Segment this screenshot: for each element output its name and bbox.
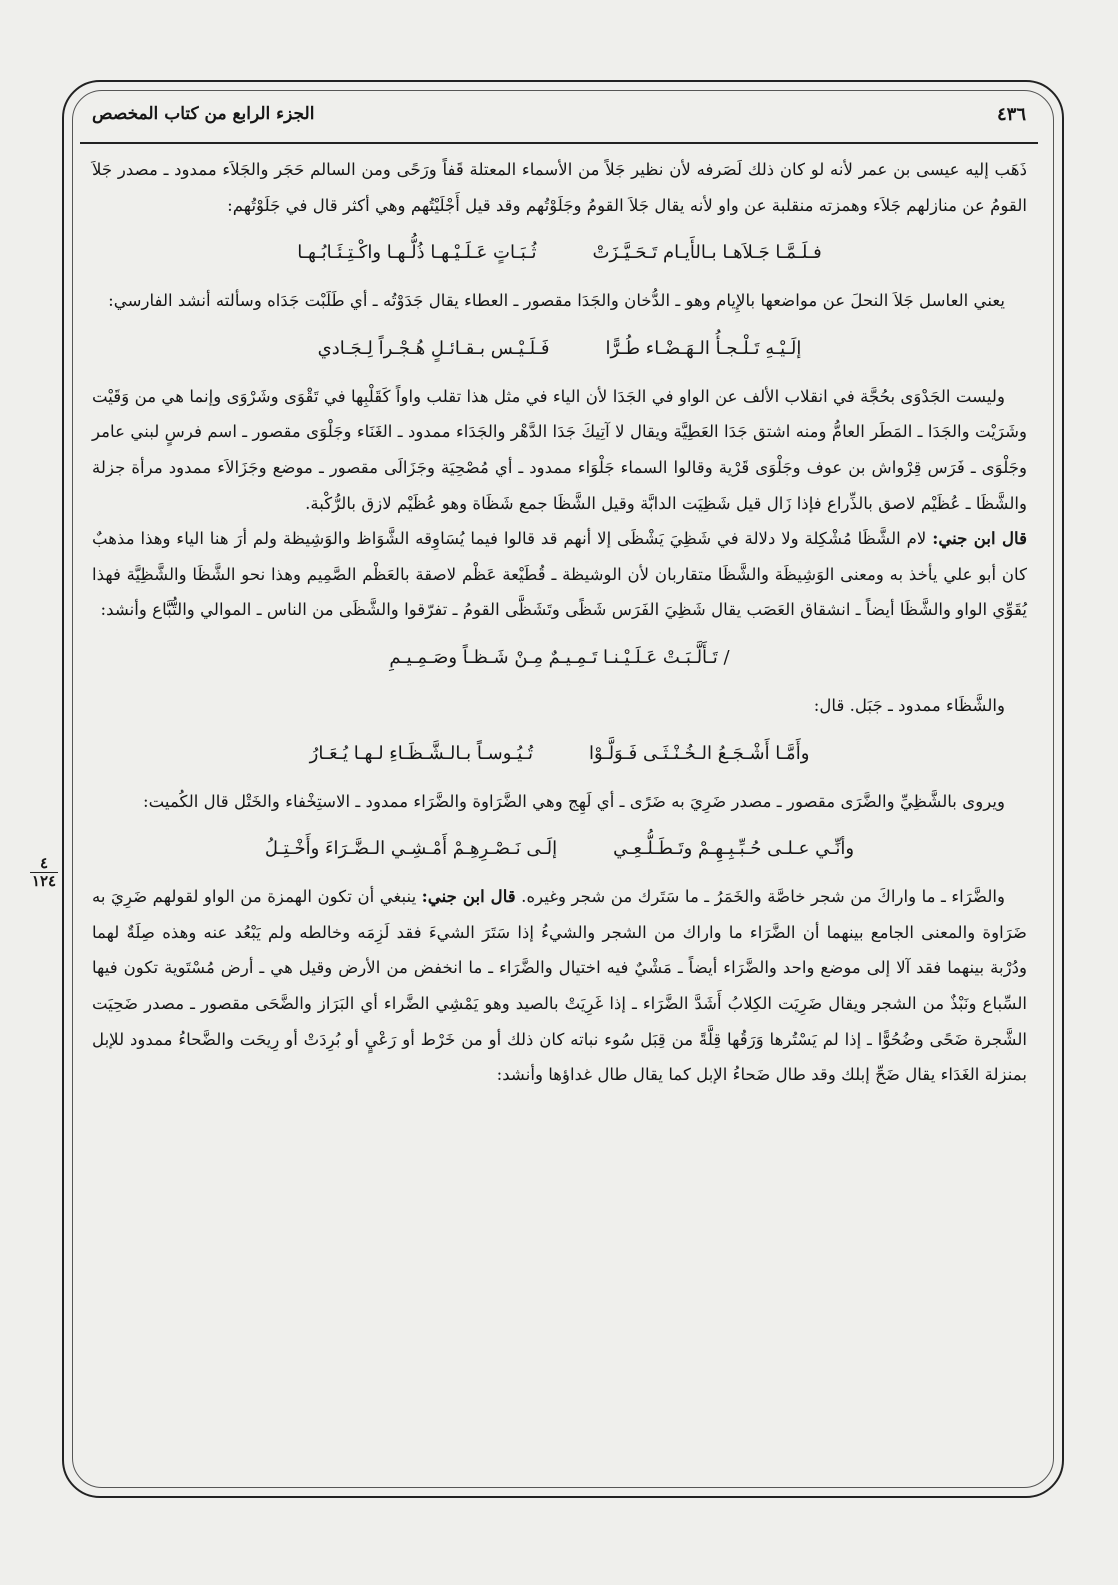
running-title: الجزء الرابع من كتاب المخصص bbox=[92, 104, 315, 124]
verse-5 bbox=[92, 819, 1027, 879]
page-number: ٤٣٦ bbox=[996, 103, 1026, 125]
verse-5-first-hemistich: وأنِّـي عـلـى حُـبِّـبِـهِـمْ وتَـطَـلُّـعِـي bbox=[613, 838, 855, 860]
paragraph-2: يعني العاسل جَلاَ النحلَ عن مواضعها بالإِيام وهو ـ الدُّخان والجَدَا مقصور ـ العطاء يقال جَدَوْتُه ـ أي طَلَبْت جَدَاه وسألته أنشد الفارسي: bbox=[108, 291, 1005, 311]
paragraph-4-text: لام الشَّظَا مُشْكِلة ولا دلالة في شَظِيَ يَشْظَى إلا أنهم قد قالوا فيما يُسَاوِقه الشَّوَاظ والوَشِيظة ولم أرَ هنا الياء وهذا مذهبٌ كان أبو علي يأخذ به ومعنى الوَشِيظَة والشَّظَا متقاربان لأن الوشيظة ـ قُطَيْعة عَظْم لاصقة بالعَظْم الصَّمِيم وهذا نحو الشَّظَا والشَّظِيَّة فهذا يُقَوِّي الواو والشَّظَا أيضاً ـ انشقاق العَصَب يقال شَظِيَ الفَرَس شَظًى وتَشَظَّى القومُ ـ تفرّقوا والشَّظَى من الناس ـ الموالي والتُّبَّاع وأنشد: bbox=[92, 529, 1027, 620]
verse-2 bbox=[92, 319, 1027, 379]
verse-4-first-hemistich: وأَمَّـا أَشْـجَـعُ الـخُـنْـثَـى فَـوَلَّـوْا bbox=[589, 742, 810, 764]
verse-2-second-hemistich: فَـلَـيْـس بـقـائـلٍ هُـجْـراً لِـجَـادي bbox=[317, 337, 550, 359]
margin-page-marker bbox=[30, 855, 58, 890]
paragraph-3: وليست الجَدْوَى بحُجَّة في انقلاب الألف عن الواو في الجَدَا لأن الياء في مثل هذا تقلب واواً كَقَلْبِها في تَقْوَى وشَرْوَى وإنما هي من وَقَيْت وشَرَيْت والجَدَا ـ المَطَر العامُّ ومنه اشتق جَدَا العَطِيَّة ويقال لا آتِيكَ جَدَا الدَّهْر والجَدَاء ممدود ـ الغَنَاء وجَلْوَى مقصور ـ اسم فرسٍ لبني عامر وجَلْوَى ـ فَرَس قِرْواش بن عوف وجَلْوَى قَرْية وقالوا السماء جَلْوَاء ممدود ـ أي مُصْحِيَة وجَزَالَى مقصور ـ موضع وجَزَالاَء ممدود مرأة جزلة والشَّظَا ـ عُظَيْم لاصق بالذِّراع فإذا زَال قيل شَظِيَت الدابَّة وقيل الشَّظَا جمع شَظَاة وهو عُظَيْم لازق بالرُّكْبة. bbox=[92, 386, 1027, 513]
verse-4-second-hemistich: تُـيُـوسـاً بـالـشَّـظَـاءِ لـهـا يُـعَـارُ bbox=[309, 742, 533, 764]
margin-marker-bottom: ١٢٤ bbox=[31, 872, 57, 890]
paragraph-7-text-b: ينبغي أن تكون الهمزة من الواو لقولهم ضَرِيَ به ضَرَاوة والمعنى الجامع بينهما أن الضَّرَاء ما واراك من الشجر والشيءُ إذا سَتَرَ الشيءَ فقد لَزِمَه وخالطه ولم يَبْعُد عنه وهذه صِلَةٌ لهما ودُرْبة بينهما فقد آلا إلى موضع واحد والضَّرَاء أيضاً ـ مَشْيٌ فيه اختيال والضَّرَاء ـ ما انخفض من الأرض وقيل هي ـ أرض مُسْتَوية تكون فيها السِّباع ونَبْذٌ من الشجر ويقال ضَرِيَت الكِلابُ أَشَدَّ الضَّرَاء ـ إذا غَرِيَتْ بالصيد وهو يَمْشِي الضَّراء أي البَرَاز والضَّحَى مقصور ـ مصدر ضَحِيَت الشَّجرة ضَحًى وضُحُوًّا ـ إذا لم يَسْتُرها وَرَقُها قِلَّةً من قِبَل سُوء نباته كان ذلك أو من خَرْط أو رَعْيٍ أو بُرِدَتْ أو رِيحَت والضَّحاءُ ممدود للإبل بمنزلة الغَدَاء يقال ضَحِّ إبلك وقد طال ضَحاءُ الإبل كما يقال طال غداؤها وأنشد: bbox=[92, 887, 1027, 1085]
paragraph-1: ذَهَب إليه عيسى بن عمر لأنه لو كان ذلك لَصَرفه لأن نظير جَلاً من الأسماء المعتلة قَفاً ورَحًى ومن السالم حَجَر والجَلاَء ممدود ـ مصدر جَلاَ القومُ عن منازلهم جَلاَء وهمزته منقلبة عن واو لأنه يقال جَلاَ القومُ وجَلَوْتُهم وقد قيل أَجْلَيْتُهم وهي أكثر قال في جَلَوْتُهم: bbox=[92, 160, 1027, 215]
verse-1-first-hemistich: فـلَـمَّـا جَـلاَهـا بـالأَيـام تَـحَـيَّـزَتْ bbox=[592, 242, 822, 264]
paragraph-7-text-a: والضَّرَاء ـ ما واراكَ من شجر خاصَّة والخَمَرُ ـ ما سَتَرك من شجر وغيره. bbox=[515, 887, 1005, 907]
paragraph-7 bbox=[92, 879, 1027, 1093]
margin-marker-top: ٤ bbox=[30, 855, 58, 873]
verse-2-first-hemistich: إلَـيْـهِ تَـلْـجـأُ الـهَـضْـاء طُـرًّا bbox=[605, 337, 802, 359]
attribution-ibn-jinni-2: قال ابن جني: bbox=[421, 886, 516, 907]
page-header bbox=[92, 96, 1026, 132]
paragraph-5: والشَّظَاء ممدود ـ جَبَل. قال: bbox=[813, 695, 1005, 715]
paragraph-6: ويروى بالشَّظِيِّ والضَّرَى مقصور ـ مصدر ضَرِيَ به ضَرًى ـ أي لَهِج وهي الضَّرَاوة والضَّرَاء ممدود ـ الاستِخْفاء والخَتْل قال الكُميت: bbox=[143, 791, 1005, 811]
verse-3-line: / تَـأَلَّـبَـتْ عَـلَـيْـنـا تَـمِـيـمٌ مِـنْ شَـظـاً وصَـمِـيـمِ bbox=[389, 647, 730, 669]
header-rule bbox=[80, 142, 1038, 144]
paragraph-4 bbox=[92, 521, 1027, 628]
page-body bbox=[92, 152, 1027, 1093]
verse-3 bbox=[92, 628, 1027, 688]
verse-1-second-hemistich: ثُـبَـاتٍ عَـلَـيْـهـا ذُلُّـهـا واكْـتِـئَـابُـهـا bbox=[297, 242, 537, 264]
verse-4 bbox=[92, 724, 1027, 784]
verse-1 bbox=[92, 223, 1027, 283]
verse-5-second-hemistich: إلَـى نَـصْـرِهِـمْ أَمْـشِـي الـضَّـرَاءَ وأَخْـتِـلُ bbox=[264, 838, 558, 860]
attribution-ibn-jinni: قال ابن جني: bbox=[932, 528, 1028, 549]
